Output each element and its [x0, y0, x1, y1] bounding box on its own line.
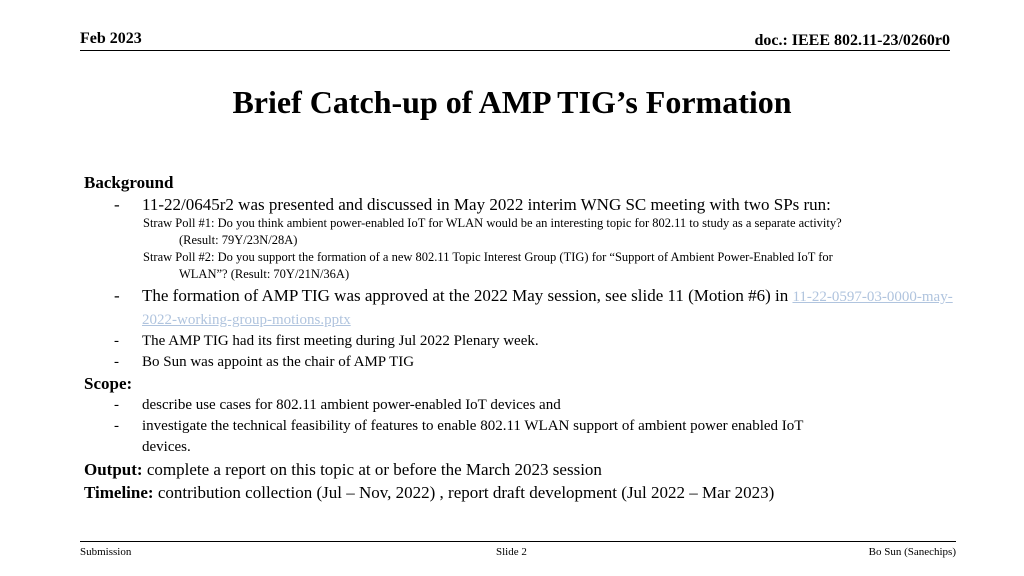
slide-body: [84, 172, 954, 504]
scope-item-2: - investigate the technical feasibility of features to enable 802.11 WLAN support of ambient power enabled IoT devices.: [114, 418, 804, 455]
header-doc-id: doc.: IEEE 802.11-23/0260r0: [754, 32, 950, 49]
scope-item-1: - describe use cases for 802.11 ambient power-enabled IoT devices and: [84, 395, 954, 416]
background-item-4: - Bo Sun was appoint as the chair of AMP TIG: [84, 352, 954, 373]
timeline-line: Timeline: contribution collection (Jul – Nov, 2022) , report draft development (Jul 2022 – Mar 2023): [84, 483, 775, 502]
background-item-1: - 11-22/0645r2 was presented and discussed in May 2022 interim WNG SC meeting with two SPs run:: [114, 195, 831, 214]
footer-submission: Submission: [80, 546, 132, 558]
dash-bullet: -: [114, 286, 120, 305]
scope-heading: Scope:: [84, 374, 133, 393]
footer-divider: [80, 541, 956, 542]
dash-bullet: -: [114, 195, 120, 214]
output-line: Output: complete a report on this topic at or before the March 2023 session: [84, 460, 602, 479]
header-date: Feb 2023: [80, 30, 142, 47]
straw-poll-2: Straw Poll #2: Do you support the formation of a new 802.11 Topic Interest Group (TIG) for “Support of Ambient Power-Enabled IoT for WLAN”? (Result: 70Y/21N/36A): [143, 250, 833, 281]
dash-bullet: -: [114, 397, 119, 413]
background-item-2: - The formation of AMP TIG was approved at the 2022 May session, see slide 11 (Motion #6) in 11-22-0597-03-0000-may-2022-working-group-motions.pptx: [114, 286, 953, 328]
footer-slide-number: Slide 2: [496, 546, 527, 558]
background-item-3: - The AMP TIG had its first meeting during Jul 2022 Plenary week.: [84, 331, 954, 352]
straw-poll-1: Straw Poll #1: Do you think ambient power-enabled IoT for WLAN would be an interesting topic for 802.11 to study as a separate activity? (Result: 79Y/23N/28A): [143, 216, 842, 247]
footer-author: Bo Sun (Sanechips): [868, 546, 956, 558]
slide-title: Brief Catch-up of AMP TIG’s Formation: [232, 84, 792, 120]
dash-bullet: -: [114, 418, 119, 434]
output-label: Output:: [84, 460, 143, 479]
header-divider: [80, 50, 950, 51]
motions-doc-link[interactable]: 11-22-0597-03-0000-may-2022-working-group-motions.pptx: [142, 289, 953, 328]
timeline-label: Timeline:: [84, 483, 154, 502]
background-heading: Background: [84, 173, 174, 192]
dash-bullet: -: [114, 354, 119, 370]
dash-bullet: -: [114, 333, 119, 349]
